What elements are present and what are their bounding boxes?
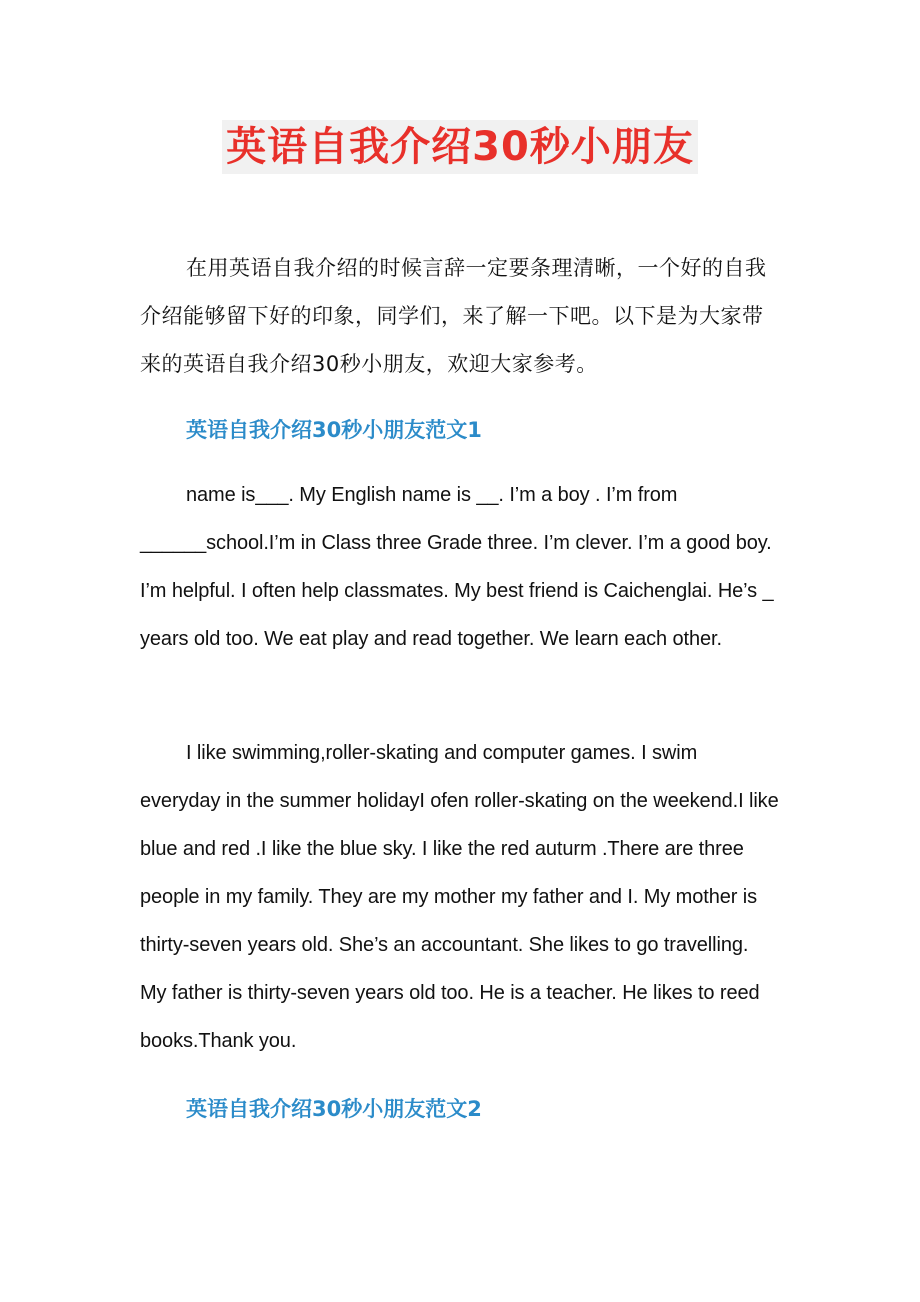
section-1-paragraph-2: I like swimming,roller-skating and computer games. I swim everyday in the summer holidayI ofen roller-skating on the weekend.I like blue and red .I like the blue sky. I like the red auturm .There are three people in my family. They are my mother my father and I. My mother is thirty-seven years old. She’s an accountant. She likes to go travelling. My father is thirty-seven years old too. He is a teacher. He likes to reed books.Thank you. (140, 742, 779, 1052)
intro-paragraph: 在用英语自我介绍的时候言辞一定要条理清晰，一个好的自我介绍能够留下好的印象，同学们，来了解一下吧。以下是为大家带来的英语自我介绍30秒小朋友，欢迎大家参考。 (140, 256, 767, 376)
document-title: 英语自我介绍30秒小朋友 (222, 120, 698, 174)
title-container (0, 120, 920, 174)
section-heading-1: 英语自我介绍30秒小朋友范文1 (186, 418, 482, 442)
section-1-paragraph-1: name is___. My English name is __. I’m a boy . I’m from ______school.I’m in Class three Grade three. I’m clever. I’m a good boy. I’m helpful. I often help classmates. My best friend is Caichenglai. He’s _ years old too. We eat play and read together. We learn each other. (140, 484, 774, 650)
section-heading-2: 英语自我介绍30秒小朋友范文2 (186, 1097, 482, 1121)
